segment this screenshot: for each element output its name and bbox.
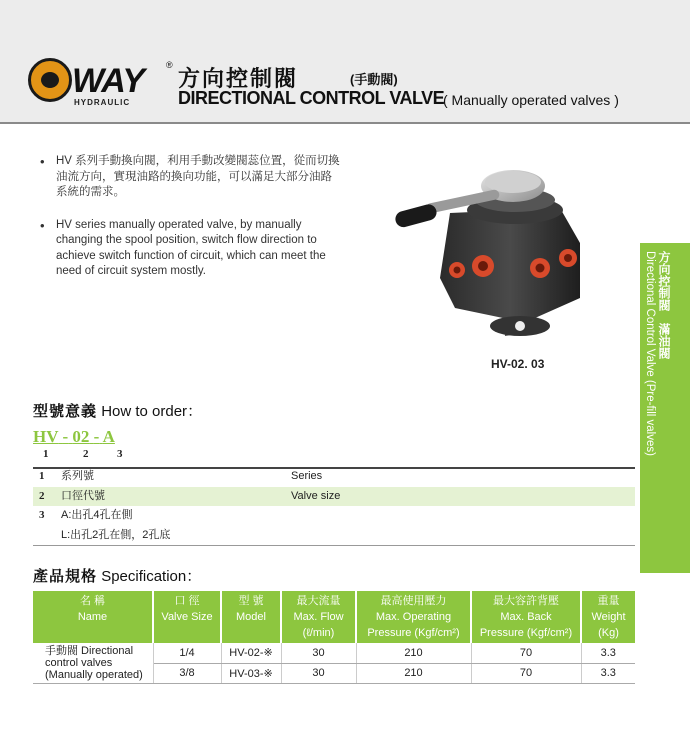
- cell-weight: 3.3: [581, 643, 635, 663]
- description-en: • HV series manually operated valve, by manually changing the spool position, switch flow direction to achieve switch function of circuit, which can meet the need of circuit system mostly.: [40, 218, 340, 280]
- cell-back-pressure: 70: [471, 663, 581, 683]
- code-index-2: 2: [83, 448, 89, 460]
- order-table-bottom-rule: [33, 545, 635, 546]
- cell-weight: 3.3: [581, 663, 635, 683]
- cell-pressure: 210: [356, 643, 471, 663]
- how-to-order-title: 型號意義 How to order：: [33, 403, 203, 420]
- logo-subtitle: HYDRAULIC: [74, 98, 131, 107]
- order-table: [33, 467, 635, 545]
- cell-size: 1/4: [153, 643, 221, 663]
- cell-model: HV-02-※: [221, 643, 281, 663]
- cell-back-pressure: 70: [471, 643, 581, 663]
- order-row: 3 A:出孔4孔在側: [39, 509, 133, 521]
- side-category-tab: [640, 243, 690, 573]
- cell-flow: 30: [281, 663, 356, 683]
- col-header-weight: 重量 Weight (Kg): [581, 591, 635, 643]
- col-header-model: 型 號 Model: [221, 591, 281, 643]
- cell-model: HV-03-※: [221, 663, 281, 683]
- table-row: [33, 643, 635, 663]
- col-header-pressure: 最高使用壓力 Max. Operating Pressure (Kgf/cm²): [356, 591, 471, 643]
- page-title-cn: 方向控制閥: [178, 66, 299, 91]
- col-header-name: 名 稱 Name: [33, 591, 153, 643]
- cell-flow: 30: [281, 643, 356, 663]
- col-header-flow: 最大流量 Max. Flow (ℓ/min): [281, 591, 356, 643]
- description-list: [40, 154, 340, 297]
- side-tab-en: Directional Control Valve (Pre-fill valves): [644, 251, 656, 456]
- side-tab-cn: 方向控制閥 滿油閥: [657, 251, 671, 359]
- model-code: HV - 02 - A: [33, 427, 115, 446]
- col-header-size: 口 徑 Valve Size: [153, 591, 221, 643]
- specification-table: [33, 591, 635, 684]
- product-label: HV-02. 03: [491, 357, 545, 371]
- valve-product-image: [385, 158, 610, 343]
- logo-word: WAY: [72, 62, 144, 100]
- code-index-1: 1: [43, 448, 49, 460]
- page-subtitle-cn: (手動閥): [350, 72, 398, 87]
- col-header-back-pressure: 最大容許背壓 Max. Back Pressure (Kgf/cm²): [471, 591, 581, 643]
- page-title-en: DIRECTIONAL CONTROL VALVE: [178, 88, 445, 108]
- cell-size: 3/8: [153, 663, 221, 683]
- description-cn: • HV 系列手動換向閥，利用手動改變閥蕊位置，從而切換油流方向，實現油路的換向功能，可以滿足大部分油路系統的需求。: [40, 154, 340, 201]
- registered-mark: ®: [166, 60, 173, 70]
- header-divider: [0, 122, 690, 124]
- cell-pressure: 210: [356, 663, 471, 683]
- logo-circle-icon: [28, 58, 72, 102]
- product-name-cell: 手動閥 Directional control valves (Manually operated): [33, 643, 153, 684]
- order-row: 1 系列號 Series: [39, 470, 323, 482]
- page-subtitle-en: ( Manually operated valves ): [443, 92, 619, 108]
- order-row: L:出孔2孔在側，2孔底: [61, 528, 171, 541]
- order-row: 2 口徑代號 Valve size: [33, 487, 635, 507]
- code-index-3: 3: [117, 448, 123, 460]
- specification-title: 產品規格 Specification：: [33, 568, 202, 585]
